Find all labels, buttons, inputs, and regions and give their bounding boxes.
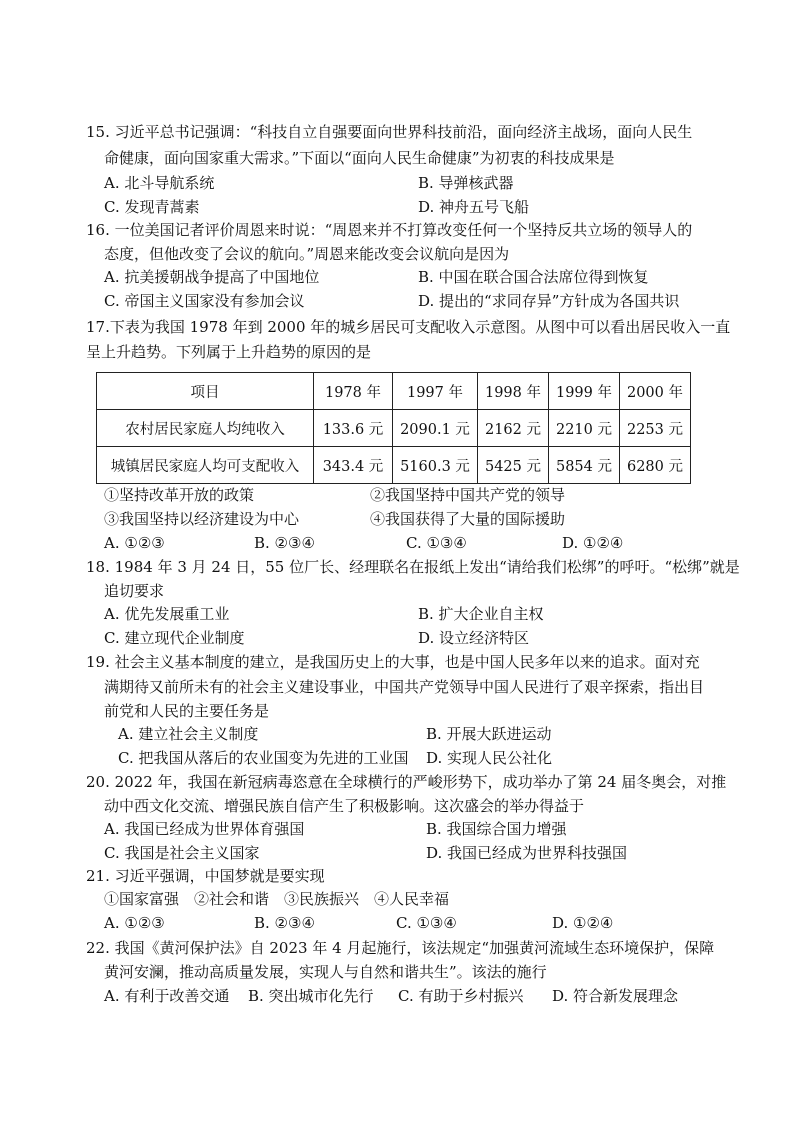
q18-option-c: C. 建立现代企业制度 bbox=[104, 629, 245, 647]
q15-option-d: D. 神舟五号飞船 bbox=[418, 198, 530, 216]
q20-stem-line2: 动中西文化交流、增强民族自信产生了积极影响。这次盛会的举办得益于 bbox=[104, 797, 585, 815]
q19-option-a: A. 建立社会主义制度 bbox=[118, 725, 259, 743]
q16-option-a: A. 抗美援朝战争提高了中国地位 bbox=[104, 268, 320, 286]
q18-stem-line2: 追切要求 bbox=[104, 582, 165, 600]
table-cell: 6280 元 bbox=[620, 447, 691, 484]
table-cell: 5425 元 bbox=[478, 447, 549, 484]
table-header-row bbox=[97, 373, 691, 410]
table-header-cell: 1998 年 bbox=[478, 373, 549, 410]
q22-option-d: D. 符合新发展理念 bbox=[552, 987, 679, 1005]
table-cell: 133.6 元 bbox=[314, 410, 393, 447]
q18-option-a: A. 优先发展重工业 bbox=[104, 605, 230, 623]
table-cell: 5160.3 元 bbox=[393, 447, 478, 484]
q21-option-b: B. ②③④ bbox=[254, 914, 315, 932]
q15-stem-line2: 命健康，面向国家重大需求。”下面以“面向人民生命健康”为初衷的科技成果是 bbox=[104, 149, 615, 167]
q17-option-d: D. ①②④ bbox=[562, 534, 624, 552]
table-cell: 2090.1 元 bbox=[393, 410, 478, 447]
q21-option-c: C. ①③④ bbox=[396, 914, 457, 932]
q17-stem-line2: 呈上升趋势。下列属于上升趋势的原因的是 bbox=[86, 343, 372, 361]
q17-item-4: ④我国获得了大量的国际援助 bbox=[370, 510, 566, 528]
q18-stem-line1: 18. 1984 年 3 月 24 日，55 位厂长、经理联名在报纸上发出“请给我们松绑”的呼吁。“松绑”就是 bbox=[86, 558, 740, 576]
q18-option-d: D. 设立经济特区 bbox=[418, 629, 530, 647]
table-row bbox=[97, 410, 691, 447]
table-cell: 2253 元 bbox=[620, 410, 691, 447]
table-header-cell: 2000 年 bbox=[620, 373, 691, 410]
q20-stem-line1: 20. 2022 年，我国在新冠病毒恣意在全球横行的严峻形势下，成功举办了第 24 届冬奥会，对推 bbox=[86, 773, 727, 791]
q15-option-b: B. 导弹核武器 bbox=[418, 174, 514, 192]
q16-stem-line1: 16. 一位美国记者评价周恩来时说：“周恩来并不打算改变任何一个坚持反共立场的领导人的 bbox=[86, 221, 693, 239]
q20-option-a: A. 我国已经成为世界体育强国 bbox=[104, 820, 305, 838]
table-cell: 5854 元 bbox=[549, 447, 620, 484]
q17-item-3: ③我国坚持以经济建设为中心 bbox=[104, 510, 300, 528]
q21-stem-line1: 21. 习近平强调，中国梦就是要实现 bbox=[86, 867, 325, 885]
q22-option-c: C. 有助于乡村振兴 bbox=[398, 987, 524, 1005]
table-cell: 2162 元 bbox=[478, 410, 549, 447]
q21-option-a: A. ①②③ bbox=[104, 914, 165, 932]
q15-option-a: A. 北斗导航系统 bbox=[104, 174, 215, 192]
table-cell: 农村居民家庭人均纯收入 bbox=[97, 410, 314, 447]
table-cell: 2210 元 bbox=[549, 410, 620, 447]
table-header-cell: 项目 bbox=[97, 373, 314, 410]
q16-option-d: D. 提出的“求同存异”方针成为各国共识 bbox=[418, 292, 680, 310]
q19-stem-line1: 19. 社会主义基本制度的建立，是我国历史上的大事，也是中国人民多年以来的追求。面对充 bbox=[86, 653, 700, 671]
q22-stem-line2: 黄河安澜，推动高质量发展，实现人与自然和谐共生”。该法的施行 bbox=[104, 963, 547, 981]
table-row bbox=[97, 447, 691, 484]
q17-stem-line1: 17.下表为我国 1978 年到 2000 年的城乡居民可支配收入示意图。从图中可以看出居民收入一直 bbox=[86, 318, 731, 336]
q15-stem-line1: 15. 习近平总书记强调：“科技自立自强要面向世界科技前沿，面向经济主战场，面向人民生 bbox=[86, 123, 693, 141]
q19-option-d: D. 实现人民公社化 bbox=[426, 749, 553, 767]
q19-option-b: B. 开展大跃进运动 bbox=[426, 725, 552, 743]
table-header-cell: 1999 年 bbox=[549, 373, 620, 410]
q17-option-b: B. ②③④ bbox=[254, 534, 315, 552]
q19-stem-line2: 满期待又前所未有的社会主义建设事业，中国共产党领导中国人民进行了艰辛探索，指出目 bbox=[104, 678, 705, 696]
q20-option-b: B. 我国综合国力增强 bbox=[426, 820, 567, 838]
table-cell: 城镇居民家庭人均可支配收入 bbox=[97, 447, 314, 484]
q19-stem-line3: 前党和人民的主要任务是 bbox=[104, 702, 270, 720]
table-cell: 343.4 元 bbox=[314, 447, 393, 484]
q20-option-d: D. 我国已经成为世界科技强国 bbox=[426, 844, 628, 862]
q19-option-c: C. 把我国从落后的农业国变为先进的工业国 bbox=[118, 749, 409, 767]
income-table bbox=[96, 372, 691, 484]
q20-option-c: C. 我国是社会主义国家 bbox=[104, 844, 260, 862]
q18-option-b: B. 扩大企业自主权 bbox=[418, 605, 544, 623]
q21-items: ①国家富强 ②社会和谐 ③民族振兴 ④人民幸福 bbox=[104, 890, 450, 908]
q21-option-d: D. ①②④ bbox=[552, 914, 614, 932]
q17-item-1: ①坚持改革开放的政策 bbox=[104, 486, 255, 504]
table-header-cell: 1978 年 bbox=[314, 373, 393, 410]
q16-option-b: B. 中国在联合国合法席位得到恢复 bbox=[418, 268, 649, 286]
q17-item-2: ②我国坚持中国共产党的领导 bbox=[370, 486, 566, 504]
q22-option-b: B. 突出城市化先行 bbox=[248, 987, 374, 1005]
q16-stem-line2: 态度，但他改变了会议的航向。”周恩来能改变会议航向是因为 bbox=[104, 245, 510, 263]
q15-option-c: C. 发现青蒿素 bbox=[104, 198, 200, 216]
q17-option-a: A. ①②③ bbox=[104, 534, 165, 552]
q16-option-c: C. 帝国主义国家没有参加会议 bbox=[104, 292, 305, 310]
q17-option-c: C. ①③④ bbox=[406, 534, 467, 552]
q22-option-a: A. 有利于改善交通 bbox=[104, 987, 230, 1005]
q22-stem-line1: 22. 我国《黄河保护法》自 2023 年 4 月起施行，该法规定“加强黄河流域生态环境保护，保障 bbox=[86, 939, 715, 957]
table-header-cell: 1997 年 bbox=[393, 373, 478, 410]
